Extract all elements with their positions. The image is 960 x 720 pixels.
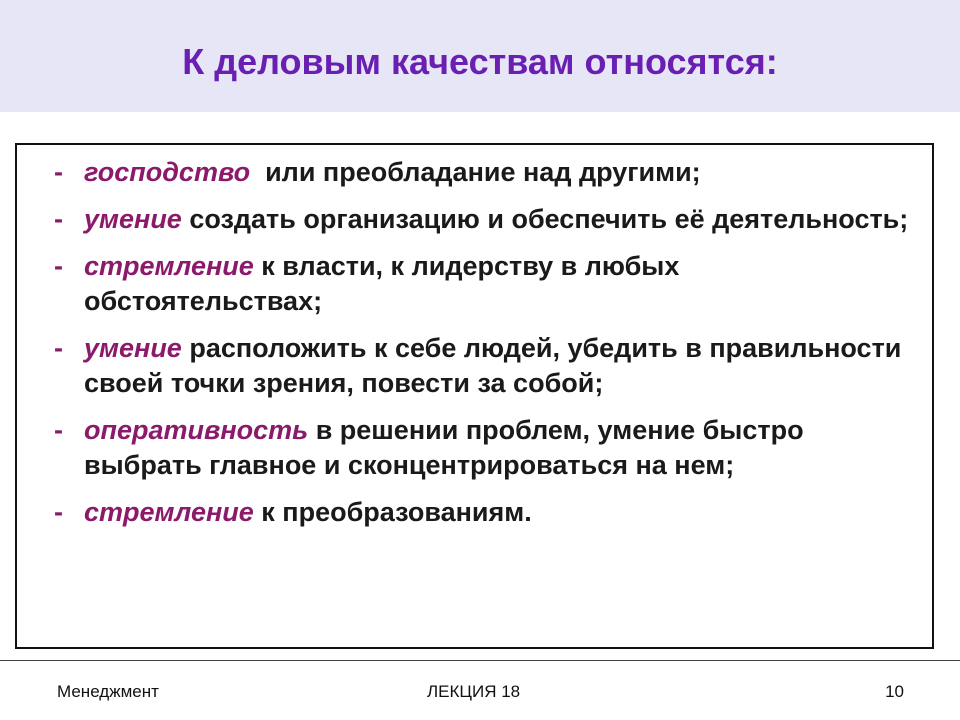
- item-keyword: умение: [84, 333, 182, 363]
- item-keyword: стремление: [84, 251, 254, 281]
- footer-divider: [0, 660, 960, 661]
- list-item: [54, 495, 914, 530]
- item-keyword: стремление: [84, 497, 254, 527]
- qualities-list: [54, 155, 914, 542]
- list-dash: -: [54, 497, 63, 527]
- list-dash: -: [54, 157, 63, 187]
- footer-lecture: ЛЕКЦИЯ 18: [427, 682, 521, 701]
- list-dash: -: [54, 204, 63, 234]
- list-item: [54, 249, 914, 319]
- item-text: расположить к себе людей, убедить в правильности своей точки зрения, повести за собой;: [84, 333, 902, 398]
- footer-course: Менеджмент: [57, 682, 159, 701]
- content-box: [15, 143, 934, 649]
- item-text: к власти, к лидерству в любых обстоятельствах;: [84, 251, 680, 316]
- item-keyword: оперативность: [84, 415, 309, 445]
- list-dash: -: [54, 415, 63, 445]
- list-item: [54, 202, 914, 237]
- list-item: [54, 155, 914, 190]
- list-item: [54, 331, 914, 401]
- item-text: в решении проблем, умение быстро выбрать главное и сконцентрироваться на нем;: [84, 415, 804, 480]
- list-dash: -: [54, 251, 63, 281]
- page-number: 10: [885, 682, 904, 701]
- item-keyword: господство: [84, 157, 251, 187]
- item-text: или преобладание над другими;: [250, 157, 701, 187]
- slide-title: К деловым качествам относятся:: [182, 41, 778, 82]
- item-text: создать организацию и обеспечить её деятельность;: [181, 204, 909, 234]
- list-dash: -: [54, 333, 63, 363]
- item-text: к преобразованиям.: [253, 497, 532, 527]
- list-item: [54, 413, 914, 483]
- item-keyword: умение: [84, 204, 182, 234]
